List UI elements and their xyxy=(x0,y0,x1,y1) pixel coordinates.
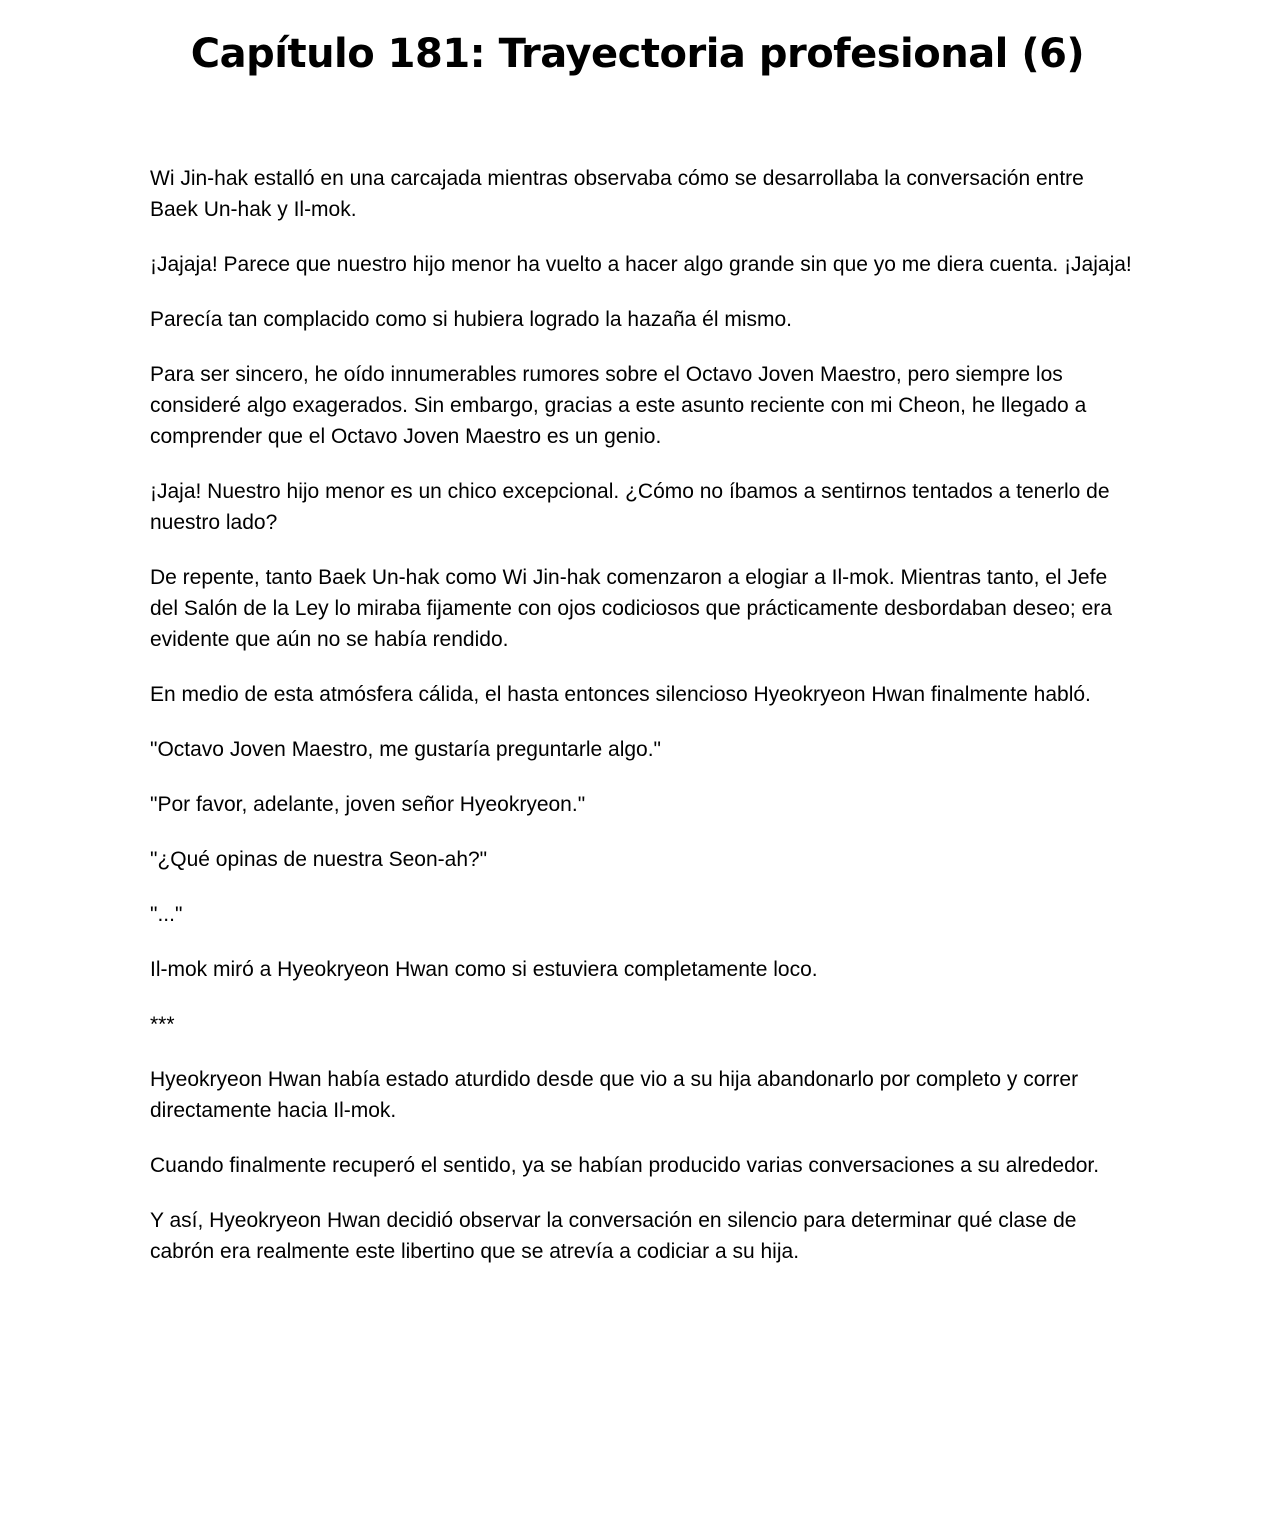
dialogue-line: "Octavo Joven Maestro, me gustaría preguntarle algo." xyxy=(150,738,662,761)
paragraph: Wi Jin-hak estalló en una carcajada mientras observaba cómo se desarrollaba la conversación entre Baek Un-hak y Il-mok. xyxy=(150,167,1084,221)
paragraph: Cuando finalmente recuperó el sentido, ya se habían producido varias conversaciones a su alrededor. xyxy=(150,1154,1100,1177)
paragraph: ¡Jaja! Nuestro hijo menor es un chico excepcional. ¿Cómo no íbamos a sentirnos tentados a tenerlo de nuestro lado? xyxy=(150,480,1110,534)
scene-break: *** xyxy=(150,1013,175,1036)
paragraph: ¡Jajaja! Parece que nuestro hijo menor ha vuelto a hacer algo grande sin que yo me diera cuenta. ¡Jajaja! xyxy=(150,253,1132,276)
paragraph: Il-mok miró a Hyeokryeon Hwan como si estuviera completamente loco. xyxy=(150,958,818,981)
paragraph: Para ser sincero, he oído innumerables rumores sobre el Octavo Joven Maestro, pero siempre los consideré algo exagerados. Sin embargo, gracias a este asunto reciente con mi Cheon, he llegado a comprender que el Octavo Joven Maestro es un genio. xyxy=(150,363,1087,448)
dialogue-line: "..." xyxy=(150,903,183,926)
chapter-title: Capítulo 181: Trayectoria profesional (6) xyxy=(190,31,1085,77)
paragraph: Parecía tan complacido como si hubiera logrado la hazaña él mismo. xyxy=(150,308,793,331)
dialogue-line: "¿Qué opinas de nuestra Seon-ah?" xyxy=(150,848,488,871)
chapter-body xyxy=(150,163,1135,1291)
paragraph: En medio de esta atmósfera cálida, el hasta entonces silencioso Hyeokryeon Hwan finalmente habló. xyxy=(150,683,1091,706)
paragraph: De repente, tanto Baek Un-hak como Wi Jin-hak comenzaron a elogiar a Il-mok. Mientras tanto, el Jefe del Salón de la Ley lo miraba fijamente con ojos codiciosos que prácticamente desbordaban deseo; era evidente que aún no se había rendido. xyxy=(150,566,1112,651)
paragraph: Y así, Hyeokryeon Hwan decidió observar la conversación en silencio para determinar qué clase de cabrón era realmente este libertino que se atrevía a codiciar a su hija. xyxy=(150,1209,1077,1263)
dialogue-line: "Por favor, adelante, joven señor Hyeokryeon." xyxy=(150,793,586,816)
paragraph: Hyeokryeon Hwan había estado aturdido desde que vio a su hija abandonarlo por completo y correr directamente hacia Il-mok. xyxy=(150,1068,1079,1122)
